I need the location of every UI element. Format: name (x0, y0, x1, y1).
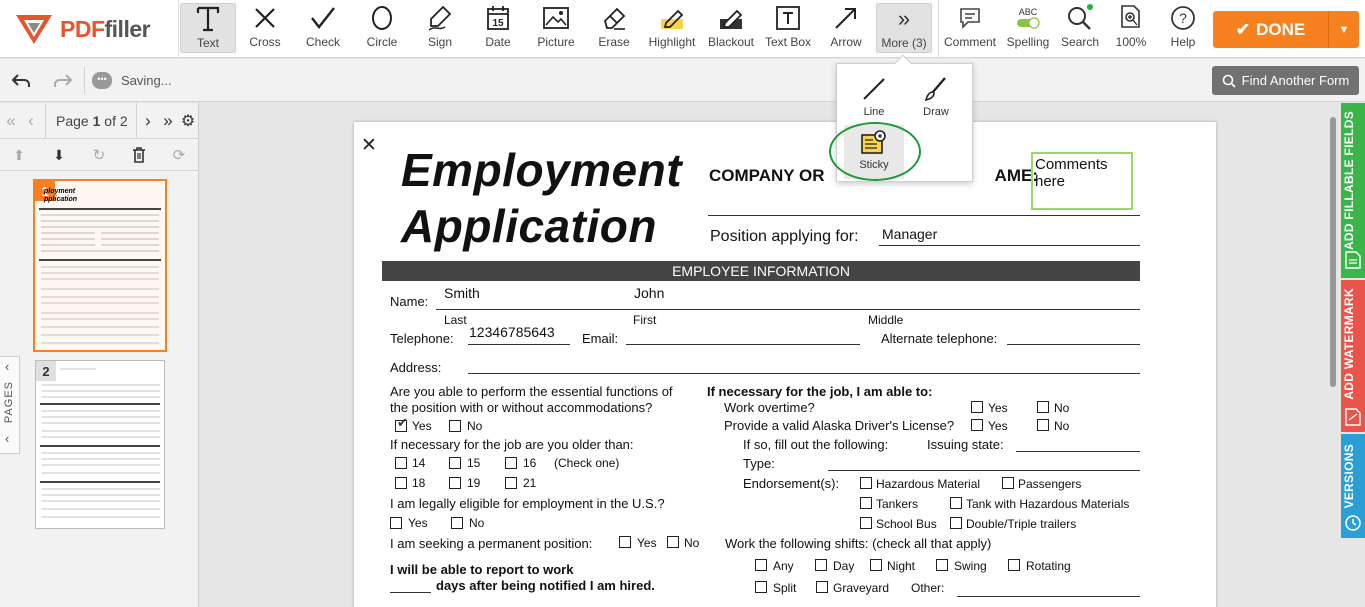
age-21-checkbox[interactable] (505, 477, 517, 489)
checkmark-icon: ✔ (397, 415, 408, 430)
chat-icon: ••• (92, 72, 112, 89)
tool-help[interactable]: ? Help (1157, 3, 1209, 53)
endorsement-label: School Bus (876, 517, 937, 531)
address-label: Address: (390, 360, 442, 375)
done-dropdown-button[interactable] (1328, 11, 1359, 48)
form-title-line-2: Application (401, 200, 657, 252)
add-watermark-tab[interactable]: ADD WATERMARK (1341, 280, 1365, 432)
double-chevron-icon: » (897, 6, 911, 31)
tool-erase[interactable]: Erase (588, 3, 640, 53)
sign-pen-icon (427, 5, 453, 31)
redo-icon (53, 73, 73, 89)
drivers-license-question: Provide a valid Alaska Driver's License? (724, 418, 955, 433)
age-label: 19 (467, 476, 481, 490)
age-16-checkbox[interactable] (505, 457, 517, 469)
svg-text:ployment: ployment (44, 188, 76, 195)
tool-more[interactable]: » More (3) (876, 3, 932, 53)
age-19-checkbox[interactable] (449, 477, 461, 489)
tool-search[interactable]: Search (1054, 3, 1106, 53)
first-label: First (633, 313, 657, 327)
tool-sign[interactable]: Sign (414, 3, 466, 53)
move-page-down-button[interactable] (50, 145, 68, 165)
age-label: 18 (412, 476, 426, 490)
telephone-value[interactable]: 12346785643 (469, 324, 555, 340)
page-indicator: Page 1 of 2 (56, 113, 128, 129)
pages-panel-toggle[interactable] (0, 356, 20, 454)
yes-label: Yes (637, 536, 657, 550)
main-toolbar (0, 0, 1365, 58)
permanent-yes-checkbox[interactable] (619, 536, 631, 548)
history-icon (1344, 514, 1362, 532)
circle-icon (370, 5, 394, 31)
check-one-note: (Check one) (554, 456, 620, 470)
essential-functions-question: Are you able to perform the essential functions of the position with or without accommodations? (390, 384, 673, 415)
endorsement-checkbox[interactable] (1002, 477, 1014, 489)
tool-arrow[interactable]: Arrow (820, 3, 872, 53)
if-so-label: If so, fill out the following: (743, 437, 889, 452)
shift-label: Swing (954, 559, 987, 573)
able-to-heading: If necessary for the job, I am able to: (707, 384, 933, 399)
checkmark-icon: ✔ (1235, 19, 1251, 39)
issuing-state-label: Issuing state: (927, 437, 1004, 452)
annotation-highlight-circle (829, 122, 921, 181)
draw-brush-icon (923, 76, 949, 102)
endorsement-label: Passengers (1018, 477, 1082, 491)
no-label: No (1054, 419, 1070, 433)
age-label: 16 (523, 456, 537, 470)
age-label: 14 (412, 456, 426, 470)
shifts-label: Work the following shifts: (check all that apply) (725, 536, 992, 551)
shift-checkbox[interactable] (936, 559, 948, 571)
spelling-abc-label: ABC (1018, 7, 1038, 17)
document-viewer (200, 103, 1340, 607)
comment-text-field[interactable]: Comments here (1031, 152, 1133, 210)
rotate-icon: ↻ (92, 147, 106, 164)
tool-date[interactable]: 15 Date (472, 3, 524, 53)
tool-picture[interactable]: Picture (530, 3, 582, 53)
pages-tab-label: PAGES (3, 381, 15, 424)
double-chevron-right-icon: » (163, 111, 173, 130)
arrow-down-icon: ⬇ (53, 146, 65, 163)
overtime-no-checkbox[interactable] (1037, 401, 1049, 413)
section-employee-information: EMPLOYEE INFORMATION (382, 261, 1140, 281)
tool-cross[interactable]: Cross (239, 3, 291, 53)
yes-label: Yes (412, 419, 432, 433)
no-label: No (684, 536, 700, 550)
no-label: No (467, 419, 483, 433)
permanent-position-question: I am seeking a permanent position: (390, 536, 593, 551)
search-icon (1222, 74, 1236, 88)
endorsement-checkbox[interactable] (950, 497, 962, 509)
first-name-value[interactable]: John (634, 285, 665, 301)
delete-page-button[interactable] (130, 145, 148, 165)
email-label: Email: (582, 331, 619, 346)
page-actions (0, 139, 199, 171)
zoom-in-icon (1119, 5, 1143, 31)
chevron-left-icon: ‹ (28, 111, 34, 130)
report-to-work-line-2: days after being notified I am hired. (436, 578, 655, 593)
shift-checkbox[interactable] (815, 559, 827, 571)
position-value[interactable]: Manager (882, 226, 938, 242)
endorsement-label: Hazardous Material (876, 477, 981, 491)
page-thumbnail-1[interactable] (33, 179, 167, 352)
eraser-icon (601, 5, 627, 31)
first-page-button[interactable] (2, 111, 20, 131)
endorsement-checkbox[interactable] (860, 517, 872, 529)
tool-spelling[interactable]: ABC Spelling (1006, 7, 1050, 49)
shift-label: Any (773, 559, 794, 573)
shift-checkbox[interactable] (755, 581, 767, 593)
svg-text:?: ? (1179, 10, 1187, 26)
logo-wordmark: PDFfiller (60, 15, 151, 42)
tool-comment[interactable]: Comment (944, 3, 996, 53)
shift-checkbox[interactable] (755, 559, 767, 571)
done-button-group (1213, 11, 1359, 48)
picture-icon (543, 7, 569, 29)
company-label: COMPANY OR AME: (709, 166, 1038, 185)
current-page-input[interactable]: 1 (92, 113, 101, 129)
endorsement-label: Tankers (876, 497, 919, 511)
secondary-toolbar (0, 59, 1365, 102)
shift-label: Graveyard (833, 581, 890, 595)
double-chevron-left-icon: « (6, 111, 16, 130)
endorsements-label: Endorsement(s): (743, 476, 840, 491)
page-number-badge: 1 (35, 181, 55, 201)
gear-icon: ⚙ (180, 113, 196, 130)
endorsement-checkbox[interactable] (860, 497, 872, 509)
yes-label: Yes (408, 516, 428, 530)
tool-line[interactable]: Line (844, 72, 904, 126)
line-icon (861, 76, 887, 102)
refresh-button[interactable] (170, 145, 188, 165)
close-field-icon[interactable]: ✕ (361, 135, 377, 156)
page-number-badge: 2 (36, 361, 56, 381)
text-box-icon (775, 5, 801, 31)
cross-icon (253, 6, 277, 30)
undo-icon (11, 73, 31, 89)
page-2-preview (36, 361, 164, 528)
page-thumbnail-2[interactable] (35, 360, 165, 529)
endorsement-checkbox[interactable] (860, 477, 872, 489)
text-tool-icon (195, 5, 221, 33)
license-yes-checkbox[interactable] (971, 419, 983, 431)
comment-icon (958, 6, 982, 30)
position-label: Position applying for: (710, 228, 859, 245)
check-icon (310, 6, 336, 30)
last-name-value[interactable]: Smith (444, 285, 480, 301)
scrollbar-thumb[interactable] (1330, 117, 1336, 387)
svg-text:15: 15 (492, 18, 504, 29)
pdffiller-logo[interactable] (14, 12, 150, 46)
shift-checkbox[interactable] (816, 581, 828, 593)
older-than-question: If necessary for the job are you older than: (390, 437, 634, 452)
alternate-telephone-label: Alternate telephone: (881, 331, 998, 346)
shift-label: Night (887, 559, 916, 573)
move-page-up-button[interactable] (10, 145, 28, 165)
rotate-page-button[interactable] (90, 145, 108, 165)
page-settings-button[interactable] (178, 111, 198, 131)
vertical-scrollbar[interactable] (1326, 103, 1340, 607)
middle-label: Middle (868, 313, 904, 327)
next-page-button[interactable] (139, 111, 157, 131)
help-icon (1170, 5, 1196, 31)
age-14-checkbox[interactable] (395, 457, 407, 469)
pdffiller-logo-icon (14, 12, 54, 46)
name-label: Name: (390, 294, 429, 309)
shift-label: Day (833, 559, 855, 573)
chevron-left-icon: ‹ (5, 431, 10, 446)
eligible-yes-checkbox[interactable] (390, 517, 402, 529)
done-button[interactable]: ✔ DONE (1235, 19, 1306, 39)
essential-yes-checkbox[interactable] (395, 415, 408, 432)
tool-circle[interactable]: Circle (356, 3, 408, 53)
tool-text-box[interactable]: Text Box (762, 3, 814, 53)
telephone-label: Telephone: (390, 331, 454, 346)
essential-no-checkbox[interactable] (449, 420, 461, 432)
blackout-icon (718, 5, 744, 31)
age-15-checkbox[interactable] (449, 457, 461, 469)
save-status: Saving... (121, 73, 172, 88)
page-navigation (0, 103, 199, 139)
shift-checkbox[interactable] (870, 559, 882, 571)
no-label: No (469, 516, 485, 530)
search-icon (1066, 4, 1094, 32)
pages-panel (0, 103, 199, 607)
arrow-up-icon: ⬆ (13, 146, 25, 163)
report-to-work-line-1: I will be able to report to work (390, 562, 574, 577)
chevron-left-icon: ‹ (5, 359, 10, 374)
calendar-icon (486, 5, 510, 31)
shift-label: Rotating (1026, 559, 1071, 573)
work-overtime-question: Work overtime? (724, 400, 815, 415)
age-label: 21 (523, 476, 537, 490)
redo-button[interactable] (50, 70, 76, 92)
tool-check[interactable]: Check (297, 3, 349, 53)
tool-zoom[interactable]: 100% (1105, 3, 1157, 53)
license-no-checkbox[interactable] (1037, 419, 1049, 431)
chevron-right-icon: › (145, 111, 151, 130)
overtime-yes-checkbox[interactable] (971, 401, 983, 413)
page-1-preview (35, 181, 165, 350)
watermark-icon (1345, 408, 1361, 426)
tool-text[interactable]: Text (180, 3, 236, 53)
last-label: Last (444, 313, 467, 327)
form-title-line-1: Employment (401, 144, 683, 196)
highlighter-icon (659, 5, 685, 31)
caret-down-icon: ▼ (1338, 23, 1350, 36)
tool-sticky[interactable]: Sticky (844, 125, 904, 179)
legally-eligible-question: I am legally eligible for employment in the U.S.? (390, 496, 665, 511)
type-label: Type: (743, 456, 775, 471)
eligible-no-checkbox[interactable] (451, 517, 463, 529)
other-label: Other: (911, 581, 945, 595)
shift-checkbox[interactable] (1008, 559, 1020, 571)
yes-label: Yes (988, 419, 1008, 433)
toggle-on-icon (1016, 17, 1040, 29)
endorsement-label: Double/Triple trailers (966, 517, 1077, 531)
no-label: No (1054, 401, 1070, 415)
find-another-form-button[interactable]: Find Another Form (1212, 66, 1359, 95)
yes-label: Yes (988, 401, 1008, 415)
age-label: 15 (467, 456, 481, 470)
age-18-checkbox[interactable] (395, 477, 407, 489)
refresh-icon: ⟳ (172, 147, 186, 164)
tool-blackout[interactable]: Blackout (704, 3, 758, 53)
fillable-fields-icon (1345, 251, 1361, 269)
tool-draw[interactable]: Draw (906, 72, 966, 126)
endorsement-label: Tank with Hazardous Materials (966, 497, 1130, 511)
undo-button[interactable] (8, 70, 34, 92)
shift-label: Split (773, 581, 797, 595)
add-fillable-fields-tab[interactable]: ADD FILLABLE FIELDS (1341, 103, 1365, 278)
svg-text:pplication: pplication (44, 196, 78, 203)
versions-tab[interactable]: VERSIONS (1341, 434, 1365, 538)
permanent-no-checkbox[interactable] (667, 536, 679, 548)
arrow-icon (833, 5, 859, 31)
document-page (354, 122, 1216, 607)
last-page-button[interactable] (159, 111, 177, 131)
endorsement-checkbox[interactable] (950, 517, 962, 529)
prev-page-button[interactable] (22, 111, 40, 131)
trash-icon (132, 147, 146, 163)
tool-highlight[interactable]: Highlight (645, 3, 699, 53)
